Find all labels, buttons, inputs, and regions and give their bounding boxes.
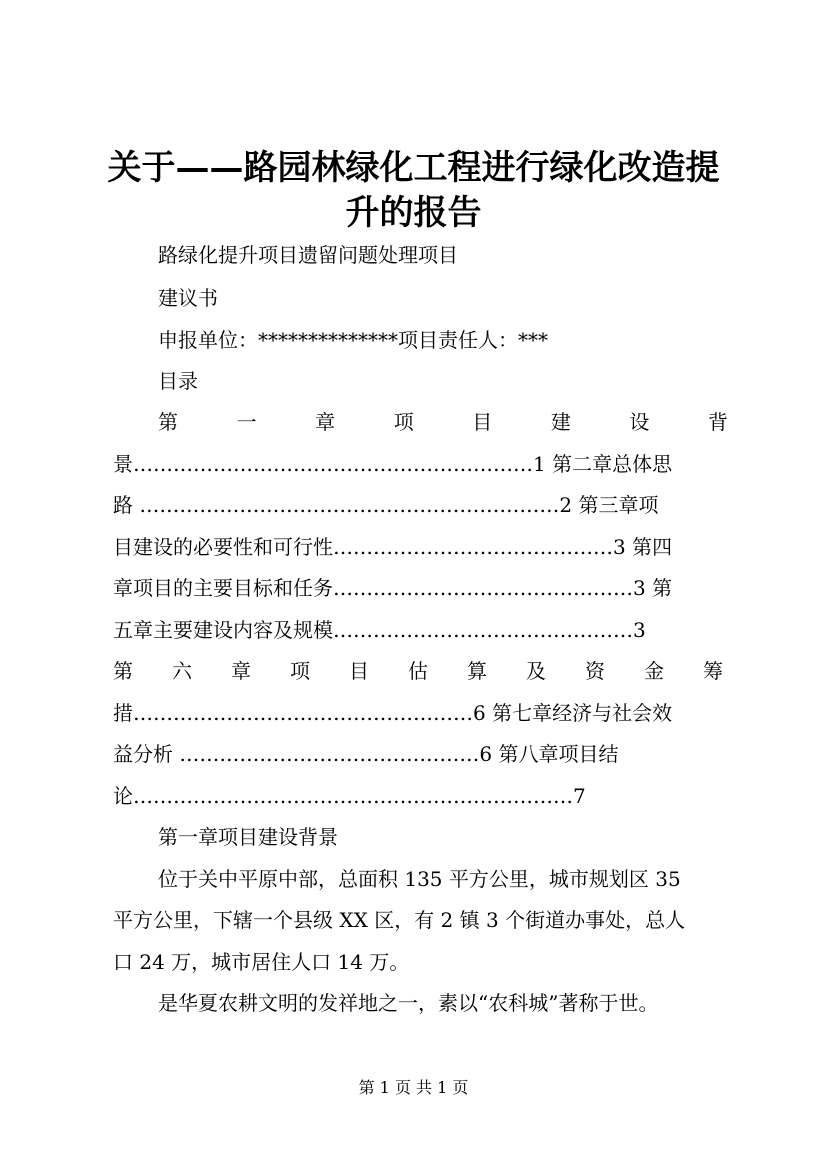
toc-char: 算 (467, 659, 487, 683)
toc-char: 目 (472, 410, 493, 434)
toc-heading: 目录 (158, 369, 198, 393)
toc-char: 一 (236, 410, 257, 434)
toc-line-1b: 景……………………………………………………1 第二章总体思 (113, 452, 673, 476)
paragraph-1-line-1: 位于关中平原中部，总面积 135 平方公里，城市规划区 35 (158, 867, 681, 891)
proposal-label-line: 建议书 (158, 286, 218, 310)
toc-char: 估 (408, 659, 428, 683)
document-title: 关于——路园林绿化工程进行绿化改造提升的报告 (107, 148, 720, 233)
paragraph-1-line-2: 平方公里，下辖一个县级 XX 区，有 2 镇 3 个街道办事处，总人 (113, 908, 686, 932)
toc-line-5: 五章主要建设内容及规模………………………………………3 (113, 618, 646, 642)
toc-char: 第 (113, 659, 133, 683)
toc-char: 第 (158, 410, 178, 434)
toc-line-7: 益分析 ………………………………………6 第八章项目结 (113, 742, 619, 766)
section-heading: 第一章项目建设背景 (158, 825, 338, 849)
toc-line-6b: 措……………………………………………6 第七章经济与社会效 (113, 701, 673, 725)
toc-char: 背 (707, 410, 728, 434)
toc-line-8: 论…………………………………………………………7 (113, 784, 586, 808)
toc-char: 项 (290, 659, 310, 683)
toc-char: 六 (172, 659, 192, 683)
toc-char: 项 (393, 410, 414, 434)
toc-char: 设 (629, 410, 650, 434)
toc-line-2: 路 ………………………………………………………2 第三章项 (113, 493, 659, 517)
toc-line-4: 章项目的主要目标和任务………………………………………3 第 (113, 576, 673, 600)
page-footer: 第 1 页 共 1 页 (358, 1078, 469, 1097)
applicant-line: 申报单位：**************项目责任人：*** (158, 328, 548, 352)
toc-char: 资 (585, 659, 605, 683)
paragraph-1-line-3: 口 24 万，城市居住人口 14 万。 (113, 950, 410, 974)
toc-char: 建 (550, 410, 571, 434)
toc-char: 金 (644, 659, 664, 683)
toc-line-1a (158, 408, 728, 436)
toc-char: 目 (349, 659, 369, 683)
paragraph-2: 是华夏农耕文明的发祥地之一，素以“农科城”著称于世。 (158, 991, 659, 1015)
toc-line-3: 目建设的必要性和可行性……………………………………3 第四 (113, 535, 673, 559)
toc-line-6a (113, 657, 723, 685)
toc-char: 章 (315, 410, 336, 434)
toc-char: 及 (526, 659, 546, 683)
project-name-line: 路绿化提升项目遗留问题处理项目 (158, 243, 458, 267)
toc-char: 章 (231, 659, 251, 683)
toc-char: 筹 (703, 659, 723, 683)
